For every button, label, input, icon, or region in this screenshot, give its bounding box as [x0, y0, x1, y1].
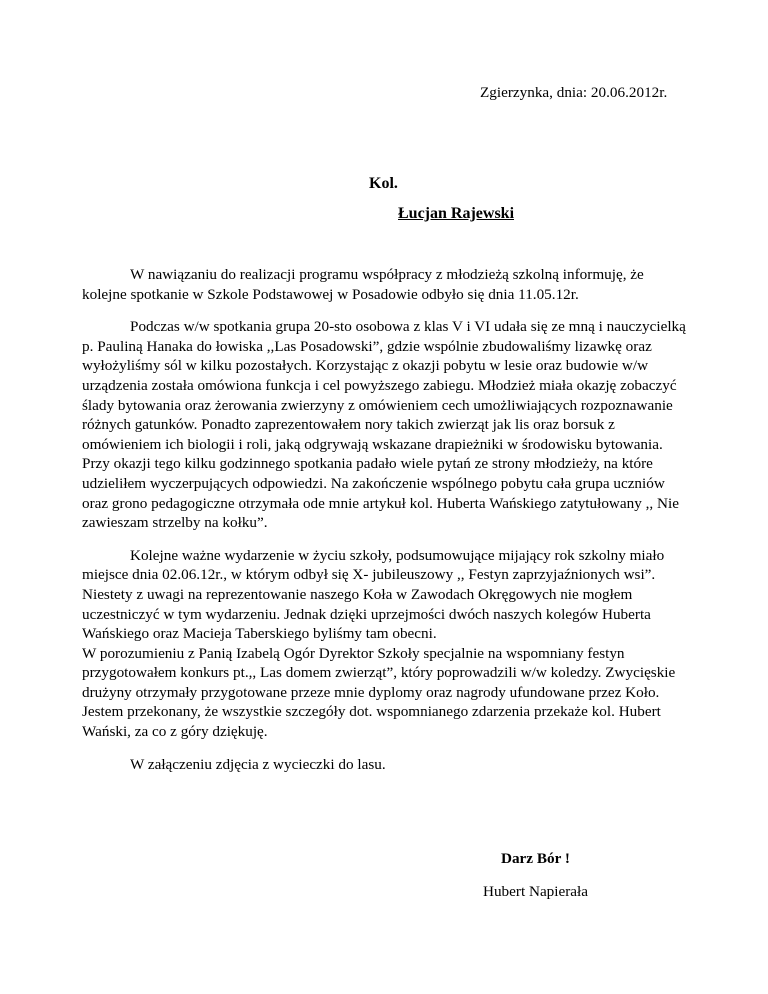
paragraph-2: Podczas w/w spotkania grupa 20-sto osobowa z klas V i VI udała się ze mną i nauczycielką p. Pauliną Hanaka do łowiska ,,Las Posadowski”, gdzie wspólnie zbudowaliśmy lizawkę oraz wyłożyliśmy sól w kilku pozostałych. Korzystając z okazji pobytu w lesie oraz budowie w/w urządzenia została omówiona funkcja i cel powyższego zabiegu. Młodzież miała okazję zobaczyć ślady bytowania oraz żerowania zwierzyny z omówieniem cech umożliwiających rozpoznawanie różnych gatunków. Ponadto zaprezentowałem nory takich zwierząt jak lis oraz borsuk z omówieniem ich biologii i roli, jaką odgrywają wskazane drapieżniki w środowisku bytowania. Przy okazji tego kilku godzinnego spotkania padało wiele pytań ze strony młodzieży, na które udzieliłem wyczerpujących odpowiedzi. Na zakończenie wspólnego pobytu cała grupa uczniów oraz grono pedagogiczne otrzymała ode mnie artykuł kol. Huberta Wańskiego zatytułowany ,, Nie zawieszam strzelby na kołku”. — [82, 318, 686, 532]
place-and-date: Zgierzynka, dnia: 20.06.2012r. — [480, 84, 668, 101]
paragraph-1: W nawiązaniu do realizacji programu współpracy z młodzieżą szkolną informuję, że kolejne spotkanie w Szkole Podstawowej w Posadowie odbyło się dnia 11.05.12r. — [82, 266, 644, 303]
closing-greeting: Darz Bór ! — [501, 850, 570, 867]
paragraph-4: W porozumieniu z Panią Izabelą Ogór Dyrektor Szkoły specjalnie na wspomniany festyn przygotowałem konkurs pt.,, Las domem zwierząt”, który poprowadzili w/w koledzy. Zwycięskie drużyny otrzymały przygotowane przeze mnie dyplomy oraz nagrody ufundowane przez Koło. Jestem przekonany, że wszystkie szczegóły dot. wspomnianego zdarzenia przekaże kol. Hubert Wański, za co z góry dziękuję. — [82, 644, 676, 741]
paragraph-3: Kolejne ważne wydarzenie w życiu szkoły, podsumowujące mijający rok szkolny miało miejsce dnia 02.06.12r., w którym odbył się X- jubileuszowy ,, Festyn zaprzyjaźnionych wsi”. Niestety z uwagi na reprezentowanie naszego Koła w Zawodach Okręgowych nie mogłem uczestniczyć w tym wydarzeniu. Jednak dzięki uprzejmości dwóch naszych kolegów Huberta Wańskiego oraz Macieja Taberskiego byliśmy tam obecni. — [82, 546, 665, 643]
signature-name: Hubert Napierała — [483, 883, 588, 900]
salutation: Kol. — [369, 175, 398, 192]
paragraph-5: W załączeniu zdjęcia z wycieczki do lasu. — [130, 755, 386, 773]
letter-body — [82, 265, 687, 787]
addressee-name: Łucjan Rajewski — [398, 205, 515, 222]
